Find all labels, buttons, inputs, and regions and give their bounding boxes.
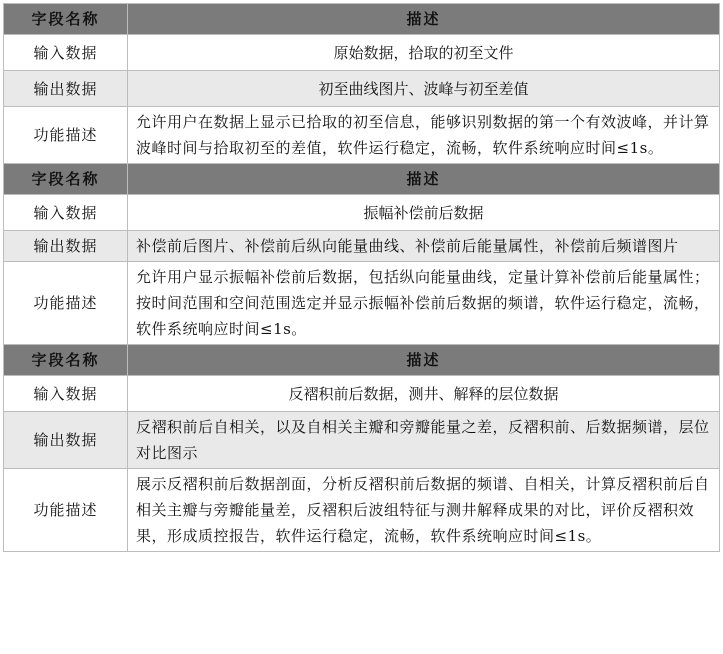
- row-key: 输入数据: [4, 195, 128, 231]
- row-value: 原始数据，拾取的初至文件: [128, 35, 720, 71]
- row-value: 反褶积前后数据，测井、解释的层位数据: [128, 376, 720, 412]
- header-field-name: 字段名称: [4, 164, 128, 195]
- row-key: 功能描述: [4, 469, 128, 552]
- header-row: [4, 4, 720, 35]
- row-key: 输出数据: [4, 231, 128, 262]
- row-key: 输出数据: [4, 412, 128, 469]
- row-value: 允许用户在数据上显示已拾取的初至信息，能够识别数据的第一个有效波峰，并计算波峰时间与拾取初至的差值，软件运行稳定，流畅，软件系统响应时间≤1s。: [128, 107, 720, 164]
- spec-table: [3, 3, 720, 552]
- row-key: 输出数据: [4, 71, 128, 107]
- row-value: 初至曲线图片、波峰与初至差值: [128, 71, 720, 107]
- table-row-output: [4, 71, 720, 107]
- header-description: 描述: [128, 345, 720, 376]
- table-row-output: [4, 231, 720, 262]
- table-row-input: [4, 35, 720, 71]
- table-row-output: [4, 412, 720, 469]
- row-value: 振幅补偿前后数据: [128, 195, 720, 231]
- table-row-function: [4, 262, 720, 345]
- row-key: 输入数据: [4, 376, 128, 412]
- table-row-function: [4, 107, 720, 164]
- table-row-function: [4, 469, 720, 552]
- header-row: [4, 164, 720, 195]
- row-value: 展示反褶积前后数据剖面，分析反褶积前后数据的频谱、自相关，计算反褶积前后自相关主瓣与旁瓣能量差，反褶积后波组特征与测井解释成果的对比，评价反褶积效果，形成质控报告，软件运行稳定，流畅，软件系统响应时间≤1s。: [128, 469, 720, 552]
- header-field-name: 字段名称: [4, 4, 128, 35]
- spec-table-container: [3, 3, 719, 552]
- header-description: 描述: [128, 164, 720, 195]
- row-key: 功能描述: [4, 107, 128, 164]
- row-key: 功能描述: [4, 262, 128, 345]
- table-row-input: [4, 376, 720, 412]
- row-key: 输入数据: [4, 35, 128, 71]
- row-value: 补偿前后图片、补偿前后纵向能量曲线、补偿前后能量属性，补偿前后频谱图片: [128, 231, 720, 262]
- header-row: [4, 345, 720, 376]
- row-value: 反褶积前后自相关，以及自相关主瓣和旁瓣能量之差，反褶积前、后数据频谱，层位对比图示: [128, 412, 720, 469]
- row-value: 允许用户显示振幅补偿前后数据，包括纵向能量曲线，定量计算补偿前后能量属性；按时间范围和空间范围选定并显示振幅补偿前后数据的频谱，软件运行稳定，流畅，软件系统响应时间≤1s。: [128, 262, 720, 345]
- header-field-name: 字段名称: [4, 345, 128, 376]
- header-description: 描述: [128, 4, 720, 35]
- table-row-input: [4, 195, 720, 231]
